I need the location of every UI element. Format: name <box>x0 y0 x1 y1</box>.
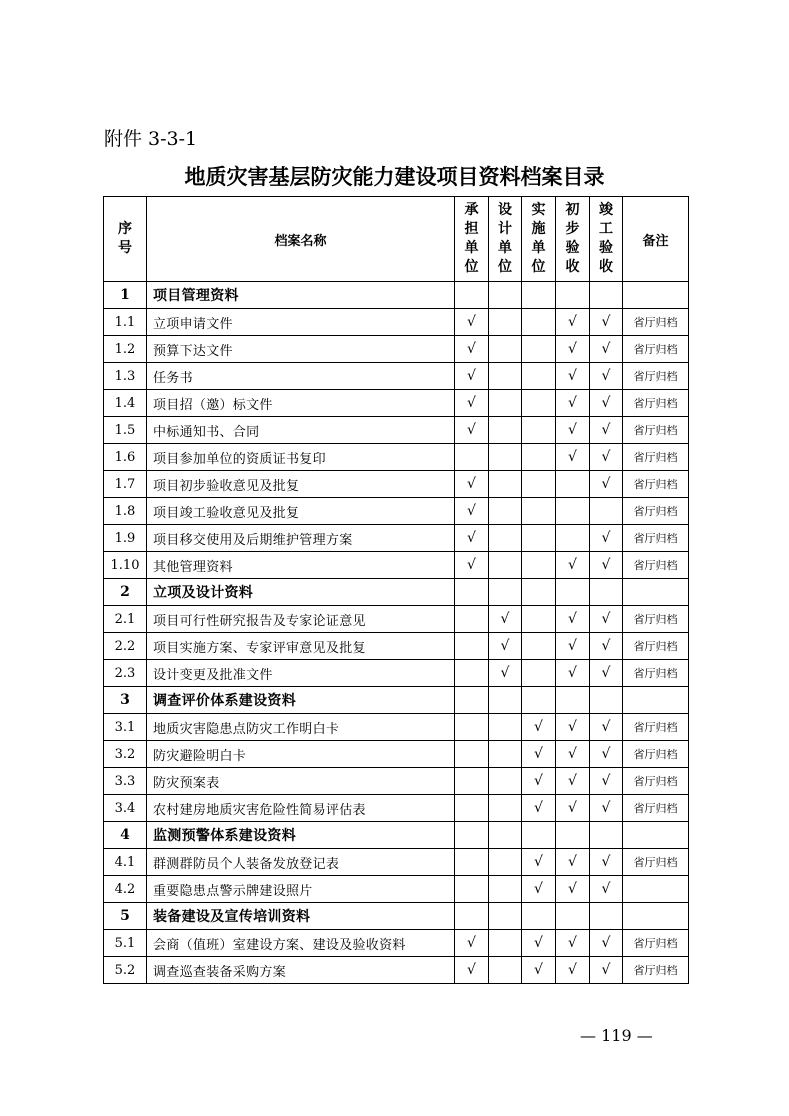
table-row <box>104 336 689 363</box>
row-name: 调查巡查装备采购方案 <box>147 957 455 984</box>
mark-preliminary-acceptance <box>556 687 590 714</box>
mark-design-unit <box>489 822 522 849</box>
row-number: 1 <box>104 282 147 309</box>
row-name: 其他管理资料 <box>147 552 455 579</box>
mark-final-acceptance: √ <box>590 471 623 498</box>
mark-final-acceptance: √ <box>590 768 623 795</box>
archive-table <box>103 196 689 984</box>
mark-implementing-unit <box>522 525 556 552</box>
attachment-label: 附件 3-3-1 <box>104 128 198 150</box>
table-row <box>104 714 689 741</box>
mark-undertaking-unit: √ <box>455 390 489 417</box>
table-row <box>104 849 689 876</box>
row-number: 3 <box>104 687 147 714</box>
mark-undertaking-unit <box>455 822 489 849</box>
mark-implementing-unit: √ <box>522 930 556 957</box>
mark-final-acceptance <box>590 903 623 930</box>
row-name: 项目移交使用及后期维护管理方案 <box>147 525 455 552</box>
col-header-undertaking-unit: 承担单位 <box>455 197 489 282</box>
mark-preliminary-acceptance: √ <box>556 768 590 795</box>
mark-preliminary-acceptance: √ <box>556 930 590 957</box>
mark-undertaking-unit: √ <box>455 957 489 984</box>
section-row <box>104 687 689 714</box>
row-remark: 省厅归档 <box>623 309 689 336</box>
row-number: 1.8 <box>104 498 147 525</box>
row-remark: 省厅归档 <box>623 390 689 417</box>
col-header-no: 序号 <box>104 197 147 282</box>
row-name: 群测群防员个人装备发放登记表 <box>147 849 455 876</box>
col-header-final-acceptance: 竣工验收 <box>590 197 623 282</box>
mark-undertaking-unit: √ <box>455 525 489 552</box>
table-row <box>104 525 689 552</box>
row-name: 地质灾害隐患点防灾工作明白卡 <box>147 714 455 741</box>
row-number: 5 <box>104 903 147 930</box>
row-name: 项目可行性研究报告及专家论证意见 <box>147 606 455 633</box>
mark-undertaking-unit <box>455 768 489 795</box>
mark-final-acceptance <box>590 687 623 714</box>
mark-undertaking-unit <box>455 687 489 714</box>
table-row <box>104 390 689 417</box>
mark-design-unit <box>489 849 522 876</box>
table-row <box>104 417 689 444</box>
mark-undertaking-unit: √ <box>455 336 489 363</box>
row-remark: 省厅归档 <box>623 606 689 633</box>
mark-undertaking-unit: √ <box>455 471 489 498</box>
mark-final-acceptance: √ <box>590 309 623 336</box>
row-name: 项目初步验收意见及批复 <box>147 471 455 498</box>
mark-design-unit <box>489 768 522 795</box>
mark-design-unit <box>489 903 522 930</box>
mark-design-unit <box>489 930 522 957</box>
row-name: 监测预警体系建设资料 <box>147 822 455 849</box>
mark-final-acceptance: √ <box>590 444 623 471</box>
row-number: 1.6 <box>104 444 147 471</box>
mark-final-acceptance: √ <box>590 930 623 957</box>
mark-preliminary-acceptance: √ <box>556 444 590 471</box>
mark-design-unit <box>489 417 522 444</box>
mark-final-acceptance: √ <box>590 795 623 822</box>
table-row <box>104 660 689 687</box>
table-row <box>104 741 689 768</box>
mark-implementing-unit <box>522 687 556 714</box>
mark-implementing-unit: √ <box>522 795 556 822</box>
row-remark: 省厅归档 <box>623 471 689 498</box>
row-number: 1.4 <box>104 390 147 417</box>
mark-design-unit <box>489 525 522 552</box>
row-remark: 省厅归档 <box>623 768 689 795</box>
row-name: 项目竣工验收意见及批复 <box>147 498 455 525</box>
col-header-preliminary-acceptance: 初步验收 <box>556 197 590 282</box>
mark-design-unit <box>489 687 522 714</box>
row-remark: 省厅归档 <box>623 498 689 525</box>
mark-final-acceptance: √ <box>590 633 623 660</box>
mark-design-unit: √ <box>489 660 522 687</box>
mark-final-acceptance: √ <box>590 660 623 687</box>
row-name: 调查评价体系建设资料 <box>147 687 455 714</box>
mark-design-unit <box>489 390 522 417</box>
mark-final-acceptance: √ <box>590 390 623 417</box>
mark-preliminary-acceptance <box>556 822 590 849</box>
mark-implementing-unit <box>522 633 556 660</box>
mark-implementing-unit <box>522 471 556 498</box>
mark-implementing-unit <box>522 606 556 633</box>
table-row <box>104 471 689 498</box>
row-number: 3.1 <box>104 714 147 741</box>
mark-preliminary-acceptance: √ <box>556 309 590 336</box>
row-number: 5.2 <box>104 957 147 984</box>
mark-undertaking-unit <box>455 741 489 768</box>
row-name: 防灾预案表 <box>147 768 455 795</box>
mark-design-unit <box>489 552 522 579</box>
mark-preliminary-acceptance <box>556 282 590 309</box>
row-remark: 省厅归档 <box>623 363 689 390</box>
row-name: 农村建房地质灾害危险性简易评估表 <box>147 795 455 822</box>
mark-design-unit <box>489 363 522 390</box>
mark-final-acceptance <box>590 822 623 849</box>
table-row <box>104 552 689 579</box>
mark-preliminary-acceptance: √ <box>556 390 590 417</box>
mark-implementing-unit <box>522 444 556 471</box>
col-header-design-unit: 设计单位 <box>489 197 522 282</box>
mark-implementing-unit: √ <box>522 768 556 795</box>
mark-design-unit <box>489 444 522 471</box>
mark-final-acceptance <box>590 498 623 525</box>
mark-design-unit <box>489 957 522 984</box>
row-name: 项目参加单位的资质证书复印 <box>147 444 455 471</box>
table-row <box>104 606 689 633</box>
mark-implementing-unit: √ <box>522 849 556 876</box>
mark-design-unit <box>489 741 522 768</box>
row-remark: 省厅归档 <box>623 633 689 660</box>
mark-design-unit <box>489 471 522 498</box>
mark-undertaking-unit: √ <box>455 552 489 579</box>
row-name: 重要隐患点警示牌建设照片 <box>147 876 455 903</box>
col-header-implementing-unit: 实施单位 <box>522 197 556 282</box>
mark-implementing-unit <box>522 363 556 390</box>
mark-preliminary-acceptance <box>556 498 590 525</box>
mark-design-unit <box>489 876 522 903</box>
mark-final-acceptance: √ <box>590 957 623 984</box>
mark-design-unit <box>489 309 522 336</box>
row-remark <box>623 282 689 309</box>
mark-implementing-unit <box>522 579 556 606</box>
mark-undertaking-unit: √ <box>455 417 489 444</box>
row-number: 1.1 <box>104 309 147 336</box>
mark-undertaking-unit: √ <box>455 930 489 957</box>
row-remark: 省厅归档 <box>623 714 689 741</box>
mark-undertaking-unit: √ <box>455 498 489 525</box>
mark-implementing-unit <box>522 336 556 363</box>
table-row <box>104 309 689 336</box>
mark-final-acceptance: √ <box>590 363 623 390</box>
mark-design-unit <box>489 795 522 822</box>
row-number: 3.3 <box>104 768 147 795</box>
row-number: 2.1 <box>104 606 147 633</box>
table-row <box>104 768 689 795</box>
mark-implementing-unit <box>522 390 556 417</box>
mark-final-acceptance: √ <box>590 606 623 633</box>
mark-final-acceptance: √ <box>590 849 623 876</box>
row-name: 预算下达文件 <box>147 336 455 363</box>
table-row <box>104 876 689 903</box>
mark-preliminary-acceptance: √ <box>556 714 590 741</box>
mark-undertaking-unit <box>455 876 489 903</box>
mark-design-unit <box>489 498 522 525</box>
mark-design-unit <box>489 579 522 606</box>
table-row <box>104 363 689 390</box>
mark-undertaking-unit <box>455 444 489 471</box>
row-name: 项目管理资料 <box>147 282 455 309</box>
section-row <box>104 903 689 930</box>
section-row <box>104 822 689 849</box>
row-name: 任务书 <box>147 363 455 390</box>
mark-preliminary-acceptance: √ <box>556 336 590 363</box>
mark-final-acceptance: √ <box>590 714 623 741</box>
page-number: — 119 — <box>580 1026 653 1045</box>
row-name: 防灾避险明白卡 <box>147 741 455 768</box>
mark-undertaking-unit: √ <box>455 309 489 336</box>
row-remark <box>623 579 689 606</box>
mark-preliminary-acceptance: √ <box>556 633 590 660</box>
section-row <box>104 579 689 606</box>
row-name: 中标通知书、合同 <box>147 417 455 444</box>
mark-undertaking-unit <box>455 606 489 633</box>
mark-final-acceptance <box>590 579 623 606</box>
row-remark: 省厅归档 <box>623 849 689 876</box>
row-name: 装备建设及宣传培训资料 <box>147 903 455 930</box>
row-number: 1.9 <box>104 525 147 552</box>
row-number: 3.2 <box>104 741 147 768</box>
mark-implementing-unit <box>522 660 556 687</box>
row-remark: 省厅归档 <box>623 444 689 471</box>
row-number: 2.3 <box>104 660 147 687</box>
mark-implementing-unit: √ <box>522 741 556 768</box>
row-number: 1.5 <box>104 417 147 444</box>
row-remark: 省厅归档 <box>623 741 689 768</box>
mark-implementing-unit <box>522 903 556 930</box>
row-number: 1.7 <box>104 471 147 498</box>
mark-undertaking-unit <box>455 849 489 876</box>
row-remark: 省厅归档 <box>623 660 689 687</box>
mark-design-unit <box>489 714 522 741</box>
row-remark: 省厅归档 <box>623 417 689 444</box>
document-title: 地质灾害基层防灾能力建设项目资料档案目录 <box>184 164 605 189</box>
mark-preliminary-acceptance: √ <box>556 363 590 390</box>
mark-implementing-unit: √ <box>522 714 556 741</box>
mark-preliminary-acceptance: √ <box>556 849 590 876</box>
mark-final-acceptance: √ <box>590 876 623 903</box>
mark-final-acceptance: √ <box>590 525 623 552</box>
row-name: 立项申请文件 <box>147 309 455 336</box>
mark-implementing-unit <box>522 282 556 309</box>
mark-preliminary-acceptance: √ <box>556 795 590 822</box>
row-remark: 省厅归档 <box>623 336 689 363</box>
mark-preliminary-acceptance: √ <box>556 741 590 768</box>
table-row <box>104 957 689 984</box>
row-remark <box>623 876 689 903</box>
row-name: 立项及设计资料 <box>147 579 455 606</box>
mark-preliminary-acceptance <box>556 903 590 930</box>
table-row <box>104 930 689 957</box>
row-number: 4.2 <box>104 876 147 903</box>
mark-undertaking-unit <box>455 795 489 822</box>
mark-undertaking-unit <box>455 714 489 741</box>
table-row <box>104 633 689 660</box>
row-name: 设计变更及批准文件 <box>147 660 455 687</box>
mark-undertaking-unit <box>455 282 489 309</box>
row-name: 项目招（邀）标文件 <box>147 390 455 417</box>
row-remark <box>623 903 689 930</box>
mark-undertaking-unit <box>455 579 489 606</box>
mark-implementing-unit <box>522 552 556 579</box>
row-number: 4 <box>104 822 147 849</box>
mark-design-unit <box>489 336 522 363</box>
mark-implementing-unit <box>522 822 556 849</box>
mark-preliminary-acceptance: √ <box>556 552 590 579</box>
row-number: 1.10 <box>104 552 147 579</box>
table-row <box>104 444 689 471</box>
mark-final-acceptance: √ <box>590 417 623 444</box>
mark-implementing-unit <box>522 417 556 444</box>
mark-preliminary-acceptance <box>556 525 590 552</box>
mark-design-unit: √ <box>489 633 522 660</box>
mark-preliminary-acceptance <box>556 579 590 606</box>
mark-final-acceptance <box>590 282 623 309</box>
mark-design-unit: √ <box>489 606 522 633</box>
mark-preliminary-acceptance: √ <box>556 876 590 903</box>
mark-undertaking-unit <box>455 903 489 930</box>
mark-preliminary-acceptance: √ <box>556 660 590 687</box>
row-remark: 省厅归档 <box>623 930 689 957</box>
row-number: 1.2 <box>104 336 147 363</box>
row-number: 5.1 <box>104 930 147 957</box>
row-remark: 省厅归档 <box>623 795 689 822</box>
col-header-remarks: 备注 <box>623 197 689 282</box>
mark-implementing-unit: √ <box>522 876 556 903</box>
mark-preliminary-acceptance <box>556 471 590 498</box>
row-name: 项目实施方案、专家评审意见及批复 <box>147 633 455 660</box>
row-name: 会商（值班）室建设方案、建设及验收资料 <box>147 930 455 957</box>
row-remark: 省厅归档 <box>623 957 689 984</box>
table-row <box>104 498 689 525</box>
mark-preliminary-acceptance: √ <box>556 606 590 633</box>
row-number: 4.1 <box>104 849 147 876</box>
mark-final-acceptance: √ <box>590 741 623 768</box>
mark-final-acceptance: √ <box>590 336 623 363</box>
row-remark: 省厅归档 <box>623 552 689 579</box>
mark-design-unit <box>489 282 522 309</box>
row-number: 2 <box>104 579 147 606</box>
mark-final-acceptance: √ <box>590 552 623 579</box>
row-remark: 省厅归档 <box>623 525 689 552</box>
mark-preliminary-acceptance: √ <box>556 957 590 984</box>
table-row <box>104 795 689 822</box>
mark-implementing-unit <box>522 498 556 525</box>
mark-undertaking-unit <box>455 660 489 687</box>
row-number: 2.2 <box>104 633 147 660</box>
mark-preliminary-acceptance: √ <box>556 417 590 444</box>
section-row <box>104 282 689 309</box>
row-remark <box>623 687 689 714</box>
mark-implementing-unit: √ <box>522 957 556 984</box>
header-row <box>104 197 689 282</box>
row-number: 1.3 <box>104 363 147 390</box>
row-remark <box>623 822 689 849</box>
mark-undertaking-unit <box>455 633 489 660</box>
row-number: 3.4 <box>104 795 147 822</box>
col-header-name: 档案名称 <box>147 197 455 282</box>
mark-implementing-unit <box>522 309 556 336</box>
mark-undertaking-unit: √ <box>455 363 489 390</box>
